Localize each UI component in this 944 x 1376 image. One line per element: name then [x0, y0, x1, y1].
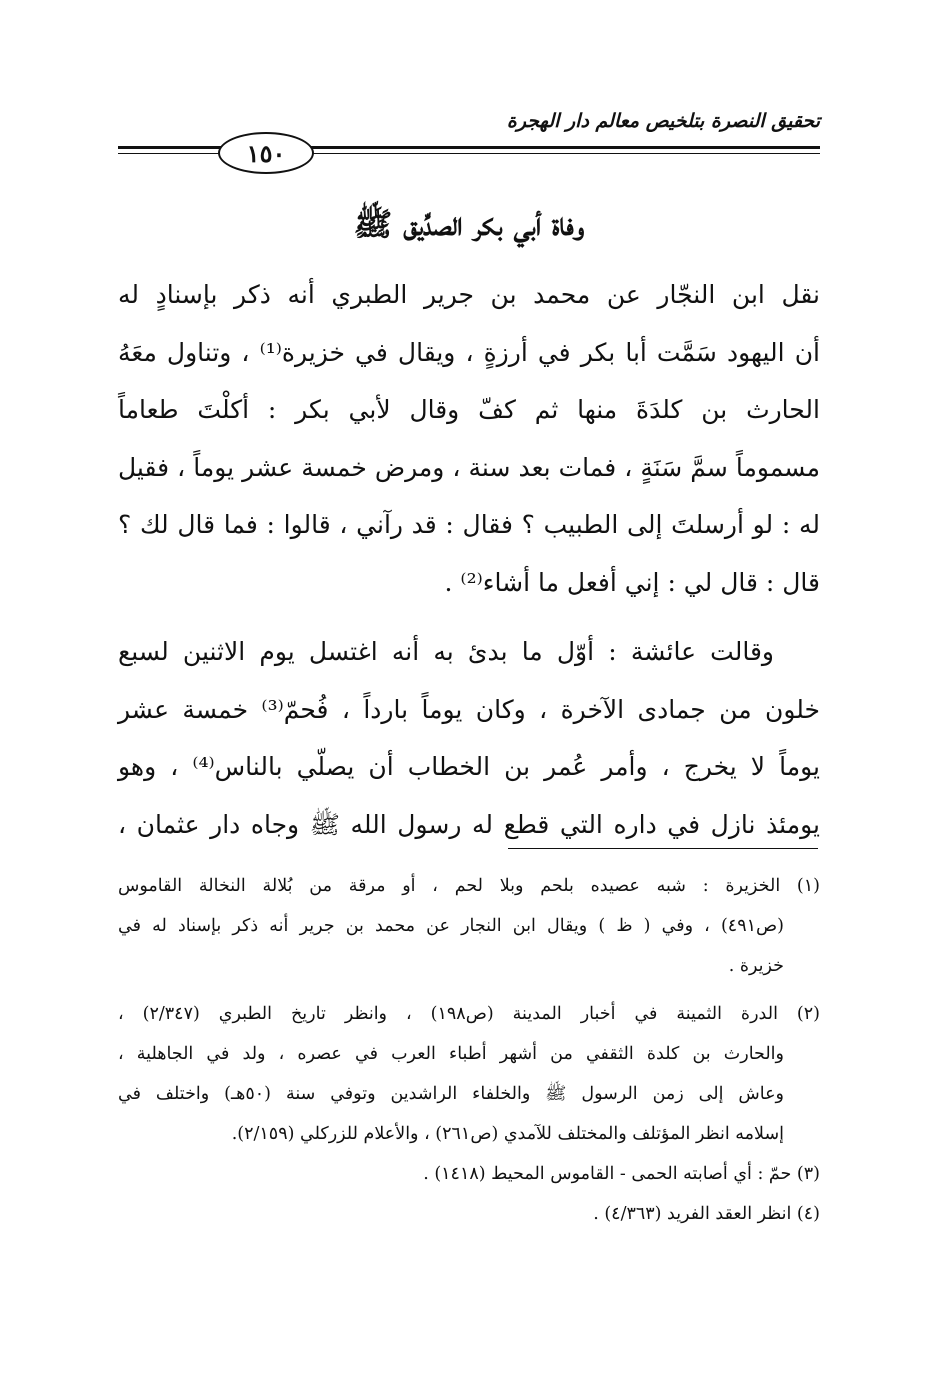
page-number-badge: [218, 132, 314, 174]
body-line: يوماً لا يخرج ، وأمر عُمر بن الخطاب أن يصلّي بالناس⁽⁴⁾ ، وهو: [118, 752, 820, 781]
body-line: نقل ابن النجّار عن محمد بن جرير الطبري أنه ذكر بإسنادٍ له: [118, 280, 820, 309]
body-line: أن اليهود سَمَّت أبا بكر في أرزةٍ ، ويقال في خزيرة⁽¹⁾ ، وتناول معَهُ: [118, 337, 820, 367]
footnote-line: خزيرة .: [728, 956, 784, 976]
footnote-line: إسلامه انظر المؤتلف والمختلف للآمدي (ص٢٦١) ، والأعلام للزركلي (٢/١٥٩).: [231, 1124, 784, 1144]
section-title: وفاة أبي بكر الصدِّيق ﷺ: [353, 205, 585, 243]
body-line: الحارث بن كلدَةَ منها ثم كفّ وقال لأبي بكر : أكلْتَ طعاماً: [118, 395, 820, 424]
footnote-separator: [508, 848, 818, 849]
body-text: [118, 266, 820, 853]
running-title: تحقيق النصرة بتلخيص معالم دار الهجرة: [506, 110, 820, 132]
footnote-line: (١) الخزيرة : شبه عصيده بلحم وبلا لحم ، أو مرقة من بُلالة النخالة القاموس: [118, 876, 820, 896]
footnotes: [118, 866, 820, 1234]
body-line: وقالت عائشة : أوّل ما بدئ به أنه اغتسل يوم الاثنين لسبع: [118, 637, 774, 666]
footnote-line: (٤) انظر العقد الفريد (٤/٣٦٣) .: [593, 1204, 820, 1224]
footnote-line: (٢) الدرة الثمينة في أخبار المدينة (ص١٩٨) ، وانظر تاريخ الطبري (٢/٣٤٧) ،: [118, 1004, 820, 1024]
footnote-line: (ص٤٩١) ، وفي ( ظ ) ويقال ابن النجار عن محمد بن جرير أنه ذكر بإسناد له في: [118, 916, 784, 936]
page-number: ١٥٠: [246, 138, 286, 168]
body-line: قال : قال لي : إني أفعل ما أشاء⁽²⁾ .: [444, 567, 820, 597]
footnote-line: (٣) حمّ : أي أصابته الحمى - القاموس المحيط (١٤١٨) .: [423, 1164, 820, 1184]
body-line: خلون من جمادى الآخرة ، وكان يوماً بارداً ، فُحمّ⁽³⁾ خمسة عشر: [118, 694, 820, 724]
page-header: [118, 108, 820, 184]
body-line: يومئذ نازل في داره التي قطع له رسول الله ﷺ وجاه دار عثمان ،: [118, 809, 820, 839]
footnote-line: والحارث بن كلدة الثقفي من أشهر أطباء العرب في عصره ، ولد في الجاهلية ،: [118, 1044, 784, 1064]
footnote-line: وعاش إلى زمن الرسول ﷺ والخلفاء الراشدين وتوفي سنة (٥٠هـ) واختلف في: [118, 1084, 784, 1104]
body-line: له : لو أرسلتَ إلى الطبيب ؟ فقال : قد رآني ، قالوا : فما قال لك ؟: [118, 510, 820, 539]
body-line: مسموماً سمَّ سَنَةٍ ، فمات بعد سنة ، ومرض خمسة عشر يوماً ، فقيل: [118, 452, 820, 482]
